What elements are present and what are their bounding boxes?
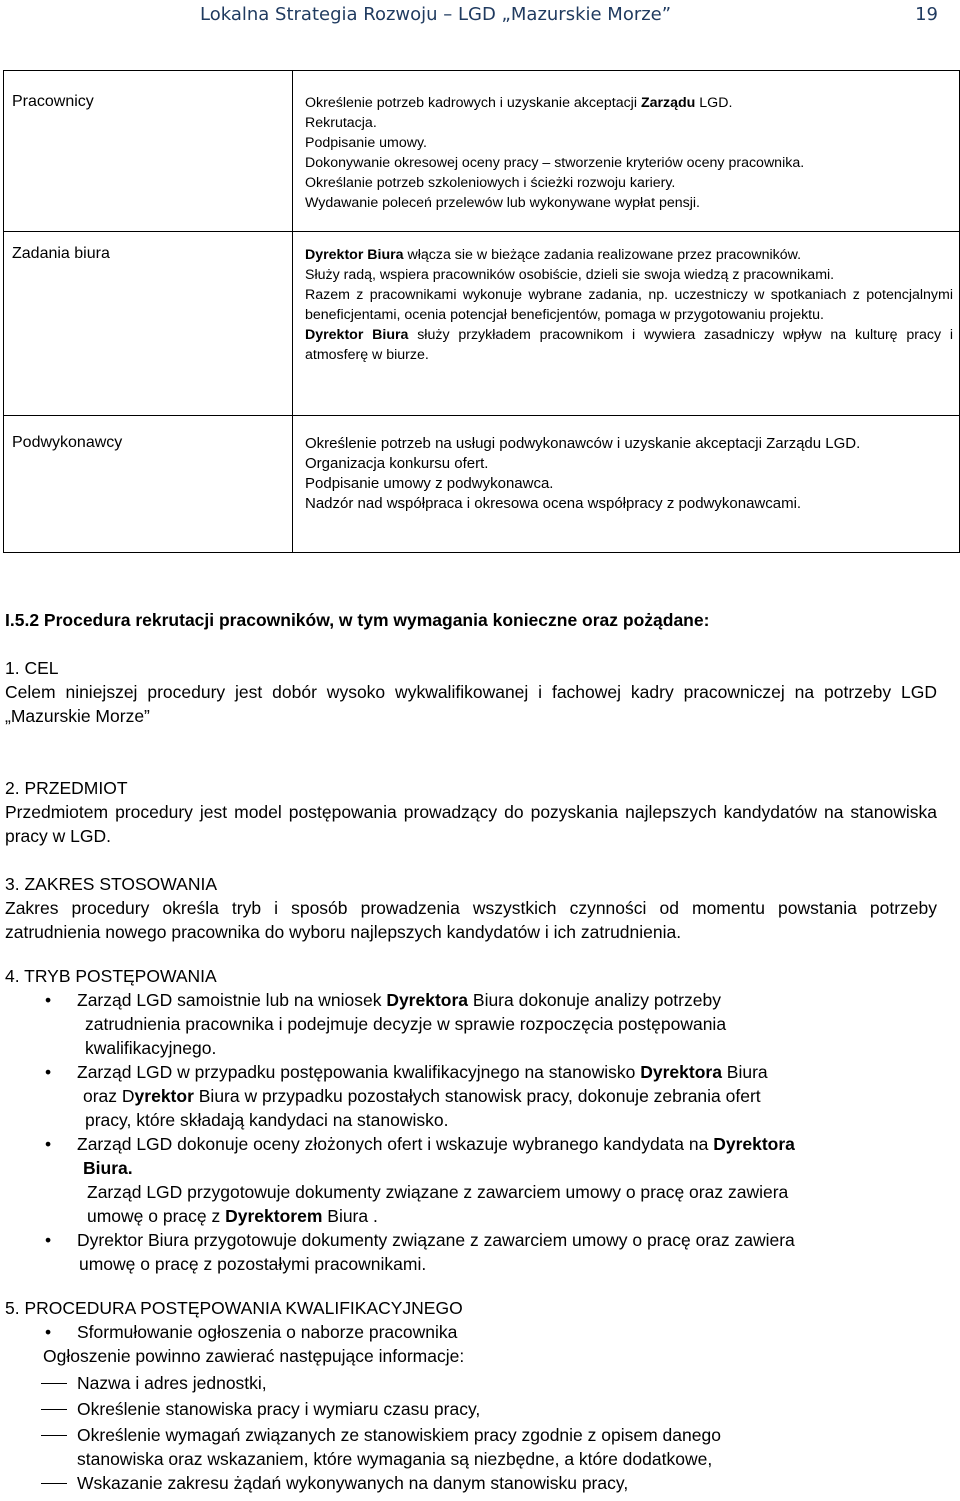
cel-title: 1. CEL	[5, 658, 59, 678]
list-item: • Zarząd LGD dokonuje oceny złożonych ofert i wskazuje wybranego kandydata na Dyrektora Biura.	[5, 1132, 937, 1180]
list-item: • Zarząd LGD samoistnie lub na wniosek Dyrektora Biura dokonuje analizy potrzeby zatrudnienia pracownika i podejmuje decyzje w sprawie rozpoczęcia postępowania kwalifikacyjnego.	[5, 988, 937, 1060]
row-label: Pracownicy	[4, 71, 293, 232]
tryb-list	[5, 988, 937, 1180]
procedura-title: 5. PROCEDURA POSTĘPOWANIA KWALIFIKACYJNEGO	[5, 1298, 463, 1318]
dash-item: Nazwa i adres jednostki,	[5, 1371, 937, 1395]
ogloszenie-intro: Ogłoszenie powinno zawierać następujące informacje:	[43, 1346, 465, 1366]
roles-table	[3, 70, 960, 553]
row-content: Określenie potrzeb kadrowych i uzyskanie akceptacji Zarządu LGD. Rekrutacja. Podpisanie umowy. Dokonywanie okresowej oceny pracy – stworzenie kryteriów oceny pracownika. Określanie potrzeb szkoleniowych i ścieżki rozwoju kariery. Wydawanie poleceń przelewów lub wykonywane wypłat pensji.	[293, 71, 960, 232]
page-number: 19	[915, 3, 938, 25]
dash-item: Wskazanie zakresu żądań wykonywanych na danym stanowisku pracy,	[5, 1471, 937, 1495]
przedmiot-title: 2. PRZEDMIOT	[5, 778, 128, 798]
row-label: Podwykonawcy	[4, 416, 293, 553]
zakres-text: Zakres procedury określa tryb i sposób prowadzenia wszystkich czynności od momentu powstania potrzeby zatrudnienia nowego pracownika do wyboru najlepszych kandydatów i ich zatrudnienia.	[5, 898, 937, 942]
list-item: • Dyrektor Biura przygotowuje dokumenty związane z zawarciem umowy o pracę oraz zawiera umowę o pracę z pozostałymi pracownikami.	[5, 1228, 937, 1276]
list-item: • Zarząd LGD w przypadku postępowania kwalifikacyjnego na stanowisko Dyrektora Biura oraz Dyrektor Biura w przypadku pozostałych stanowisk pracy, dokonuje zebrania ofert pracy, które składają kandydaci na stanowisko.	[5, 1060, 937, 1132]
section-heading: I.5.2 Procedura rekrutacji pracowników, w tym wymagania konieczne oraz pożądane:	[5, 610, 710, 630]
table-row	[4, 232, 960, 416]
header-title: Lokalna Strategia Rozwoju – LGD „Mazurskie Morze”	[200, 3, 672, 25]
list-item: • Sformułowanie ogłoszenia o naborze pracownika	[5, 1320, 937, 1344]
dash-item: Określenie wymagań związanych ze stanowiskiem pracy zgodnie z opisem danego stanowiska oraz wskazaniem, które wymagania są niezbędne, a które dodatkowe,	[5, 1423, 937, 1471]
zakres-title: 3. ZAKRES STOSOWANIA	[5, 874, 217, 894]
page-header	[200, 2, 940, 26]
row-label: Zadania biura	[4, 232, 293, 416]
procedure-section: I.5.2 Procedura rekrutacji pracowników, w tym wymagania konieczne oraz pożądane: 1. CEL Celem niniejszej procedury jest dobór wysoko wykwalifikowanej i fachowej kadry pracowniczej na potrzeby LGD „Mazurskie Morze” 2. PRZEDMIOT Przedmiotem procedury jest model postępowania prowadzący do pozyskania najlepszych kandydatów na stanowiska pracy w LGD. 3. ZAKRES STOSOWANIA Zakres procedury określa tryb i sposób prowadzenia wszystkich czynności od momentu powstania potrzeby zatrudnienia nowego pracownika do wyboru najlepszych kandydatów i ich zatrudnienia. 4. TRYB POSTĘPOWANIA • Zarząd LGD samoistnie lub na wniosek Dyrektora Biura dokonuje analizy potrzeby zatrudnienia pracownika i podejmuje decyzje w sprawie rozpoczęcia postępowania kwalifikacyjnego. • Zarząd LGD w przypadku postępowania kwalifikacyjnego na stanowisko Dyrektora Biura oraz Dyrektor Biura w przypadku pozostałych stanowisk pracy, dokonuje zebrania ofert pracy, które składają kandydaci na stanowisko. • Zarząd LGD dokonuje oceny złożonych ofert i wskazuje wybranego kandydata na Dyrektora Biura. Zarząd LGD przygotowuje dokumenty związane z zawarciem umowy o pracę oraz zawiera umowę o pracę z Dyrektorem Biura . • Dyrektor Biura przygotowuje dokumenty związane z zawarciem umowy o pracę oraz zawiera umowę o pracę z pozostałymi pracownikami. 5. PROCEDURA POSTĘPOWANIA KWALIFIKACYJNEGO • Sformułowanie ogłoszenia o naborze pracownika Ogłoszenie powinno zawierać następujące informacje: Nazwa i adres jednostki, Określenie stanowiska pracy i wymiaru czasu pracy, Określenie wymagań związanych ze stanowiskiem pracy zgodnie z opisem danego stanowiska oraz wskazaniem, które wymagania są niezbędne, a które dodatkowe, Wskazanie zakresu żądań wykonywanych na danym stanowisku pracy,	[5, 608, 937, 1495]
tryb-title: 4. TRYB POSTĘPOWANIA	[5, 966, 217, 986]
row-content: Dyrektor Biura włącza sie w bieżące zadania realizowane przez pracowników. Służy radą, wspiera pracowników osobiście, dzieli sie swoja wiedzą z pracownikami. Razem z pracownikami wykonuje wybrane zadania, np. uczestniczy w spotkaniach z potencjalnymi beneficjentami, ocenia potencjał beneficjentów, pomaga w przygotowaniu projektu. Dyrektor Biura służy przykładem pracownikom i wywiera zasadniczy wpływ na kulturę pracy i atmosferę w biurze.	[293, 232, 960, 416]
dash-item: Określenie stanowiska pracy i wymiaru czasu pracy,	[5, 1397, 937, 1421]
table-row	[4, 416, 960, 553]
cel-text: Celem niniejszej procedury jest dobór wysoko wykwalifikowanej i fachowej kadry pracowniczej na potrzeby LGD „Mazurskie Morze”	[5, 682, 937, 726]
row-content: Określenie potrzeb na usługi podwykonawców i uzyskanie akceptacji Zarządu LGD. Organizacja konkursu ofert. Podpisanie umowy z podwykonawca. Nadzór nad współpraca i okresowa ocena współpracy z podwykonawcami.	[293, 416, 960, 553]
tryb-list-2	[5, 1228, 937, 1276]
przedmiot-text: Przedmiotem procedury jest model postępowania prowadzący do pozyskania najlepszych kandydatów na stanowiska pracy w LGD.	[5, 802, 937, 846]
table-row	[4, 71, 960, 232]
